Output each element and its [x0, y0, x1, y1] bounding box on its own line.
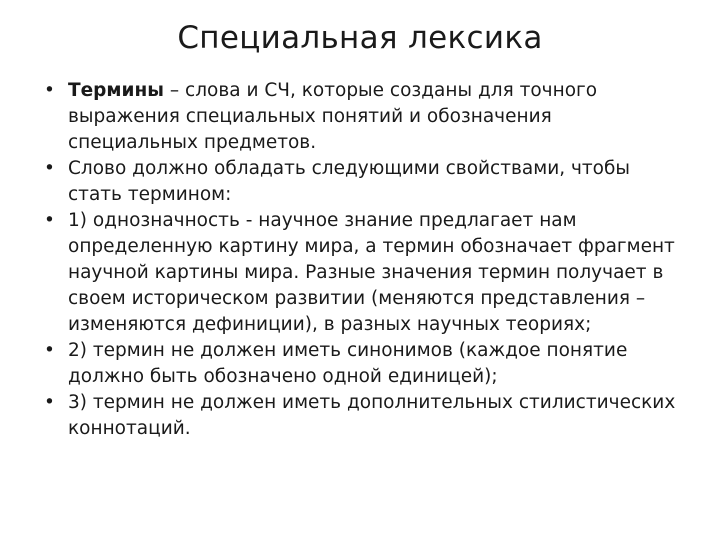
- bullet-icon: •: [44, 340, 55, 361]
- bullet-list: [42, 78, 682, 442]
- bullet-text: 3) термин не должен иметь дополнительных стилистических коннотаций.: [68, 392, 676, 439]
- bullet-text: – слова и СЧ, которые созданы для точного выражения специальных понятий и обозначения специальных предметов.: [68, 80, 598, 153]
- bullet-text: Слово должно обладать следующими свойствами, чтобы стать термином:: [68, 158, 631, 205]
- bullet-bold-text: Термины: [68, 80, 165, 101]
- bullet-item: [42, 208, 682, 338]
- bullet-icon: •: [44, 158, 55, 179]
- bullet-icon: •: [44, 80, 55, 101]
- bullet-text: 2) термин не должен иметь синонимов (каждое понятие должно быть обозначено одной единицей);: [68, 340, 628, 387]
- bullet-icon: •: [44, 210, 55, 231]
- bullet-item: [42, 390, 682, 442]
- bullet-item: [42, 156, 682, 208]
- bullet-text: 1) однозначность - научное знание предлагает нам определенную картину мира, а термин обозначает фрагмент научной картины мира. Разные значения термин получает в своем историческом развитии (меняются представления – изменяются дефиниции), в разных научных теориях;: [68, 210, 675, 335]
- bullet-item: [42, 78, 682, 156]
- bullet-icon: •: [44, 392, 55, 413]
- bullet-item: [42, 338, 682, 390]
- slide-title: Специальная лексика: [177, 20, 543, 56]
